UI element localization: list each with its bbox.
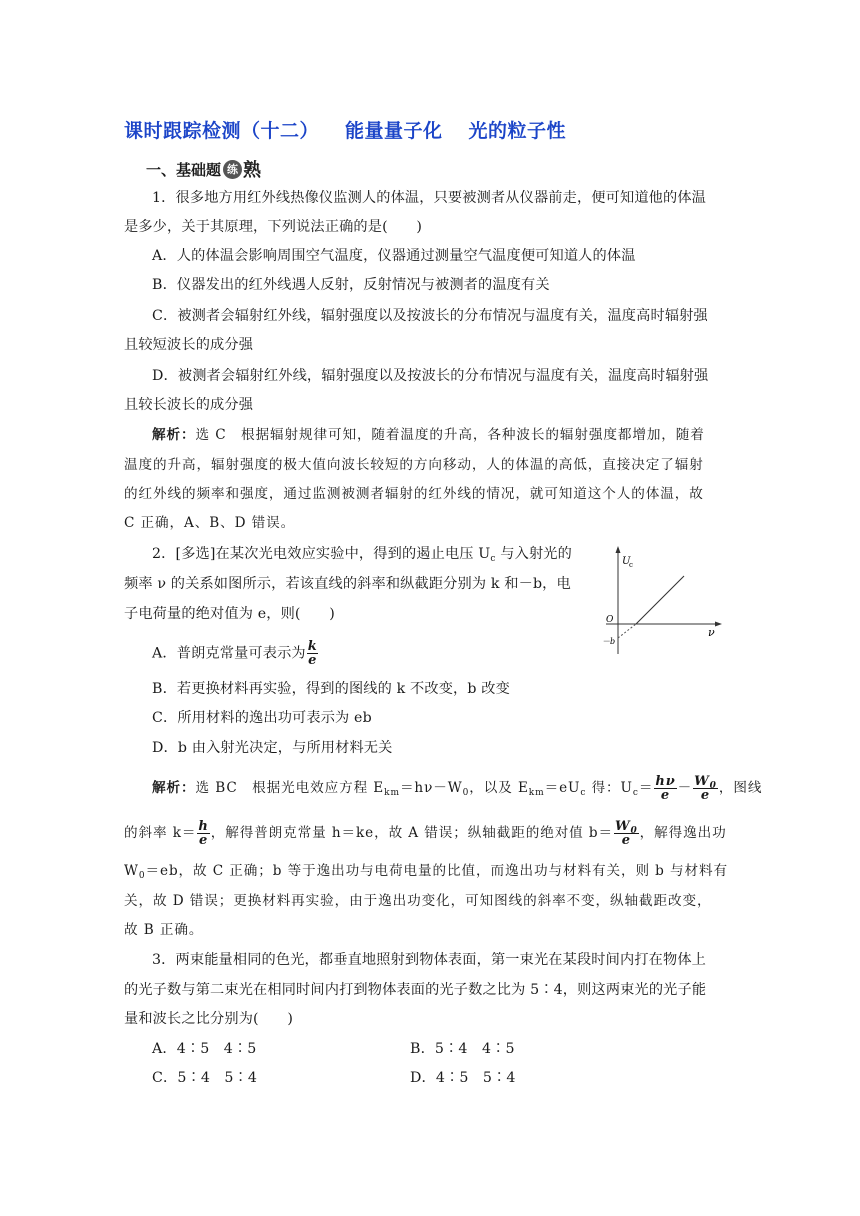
title-part1: 课时跟踪检测（十二） — [124, 120, 320, 142]
q2-sol-l2-seg1: 的斜率 k＝ — [124, 825, 197, 841]
q2-solution-label: 解析： — [152, 780, 196, 796]
section-label: 一、基础题 — [146, 160, 222, 179]
graph-origin-label: O — [606, 615, 614, 625]
page-title — [124, 116, 566, 143]
q2-stem-line1 — [152, 544, 572, 564]
q1-solution-line2: 温度的升高，辐射强度的极大值向波长较短的方向移动，人的体温的高低，直接决定了辐射 — [124, 457, 704, 473]
q2-solution-line5: 故 B 正确。 — [124, 922, 204, 938]
q2-solution-line1: 解析：选 BC 根据光电效应方程 $E_{km}=h\nu-W_0$，以及 $E_{km}=eU_c$ 得：$U_c=$ $\frac{h\nu}{e}$ － $\frac{W_0}{e}$ ，图线 — [152, 774, 763, 803]
q2-stem-line3: 子电荷量的绝对值为 e，则( ) — [124, 606, 335, 622]
q3-option-a: A．4∶5 4∶5 — [152, 1041, 257, 1057]
q2-stem-text: 2．[多选]在某次光电效应实验中，得到的遏止电压 U — [152, 546, 491, 562]
q3-option-c: C．5∶4 5∶4 — [152, 1070, 258, 1086]
q2-sol-seg2: ＝hν－W — [399, 780, 463, 796]
q1-option-c-line2: 且较短波长的成分强 — [124, 337, 254, 353]
q2-sol-seg4: ＝eU — [544, 780, 581, 796]
q2-option-d: D．b 由入射光决定，与所用材料无关 — [152, 740, 393, 756]
q2-sol-l3-text: ＝eb，故 C 正确；b 等于逸出功与电荷电量的比值，而逸出功与材料有关，则 b 与材料有 — [145, 863, 728, 879]
q1-stem-line1: 1．很多地方用红外线热像仪监测人的体温，只要被测者从仪器前走，便可知道他的体温 — [152, 190, 707, 206]
q2-option-a — [152, 640, 319, 667]
graph-solid-line — [636, 576, 684, 624]
q1-stem-line2: 是多少，关于其原理，下列说法正确的是( ) — [124, 219, 423, 235]
uc-vs-frequency-graph — [600, 544, 730, 668]
q2-solution-line4: 关，故 D 错误；更换材料再实验，由于逸出功变化，可知图线的斜率不变，纵轴截距改变， — [124, 893, 712, 909]
practice-badge-icon: 练 — [223, 160, 242, 179]
graph-x-arrow — [715, 622, 722, 627]
q3-option-d: D．4∶5 5∶4 — [410, 1070, 516, 1086]
fraction-k-over-e: $\frac{k}{e}$ — [307, 639, 317, 668]
q1-option-a: A．人的体温会影响周围空气温度，仪器通过测量空气温度便可知道人的体温 — [152, 248, 636, 264]
title-part2: 能量量子化 — [345, 120, 443, 142]
q1-solution-line3: 的红外线的频率和强度，通过监测被测者辐射的红外线的情况，就可知道这个人的体温，故 — [124, 486, 704, 502]
q2-option-a-text: A．普朗克常量可表示为 — [152, 645, 306, 662]
q2-sol-l2-seg3: ，解得逸出功 — [639, 825, 727, 841]
q2-solution-line2: 的斜率 k＝ $\frac{h}{e}$ ，解得普朗克常量 h＝ke，故 A 错误；纵轴截距的绝对值 b＝ $\frac{W_0}{e}$ ，解得逸出功 — [124, 819, 727, 848]
q3-stem-line2: 的光子数与第二束光在相同时间内打到物体表面的光子数之比为 5∶4，则这两束光的光子能 — [124, 982, 707, 998]
q1-solution-line1 — [152, 425, 705, 445]
graph-intercept-label: －b — [602, 637, 616, 646]
q2-sol-seg6: ，图线 — [718, 780, 763, 796]
q2-stem-line2: 频率 ν 的关系如图所示，若该直线的斜率和纵截距分别为 k 和－b，电 — [124, 576, 571, 592]
graph-dashed-extension — [618, 624, 636, 638]
q1-option-b: B．仪器发出的红外线遇人反射，反射情况与被测者的温度有关 — [152, 277, 550, 293]
q1-solution-label: 解析： — [152, 427, 196, 443]
graph-y-arrow — [616, 546, 621, 553]
q2-option-b: B．若更换材料再实验，得到的图线的 k 不改变，b 改变 — [152, 681, 510, 697]
q2-sol-seg3: ，以及 E — [469, 780, 529, 796]
q3-option-b: B．5∶4 4∶5 — [410, 1041, 515, 1057]
q2-sol-seg5: 得：U — [586, 780, 633, 796]
graph-y-label: U — [622, 556, 631, 567]
q2-option-c: C．所用材料的逸出功可表示为 eb — [152, 710, 372, 726]
q1-solution-text1: 选 C 根据辐射规律可知，随着温度的升高，各种波长的辐射强度都增加，随着 — [195, 427, 705, 443]
graph-y-label-sub: c — [629, 561, 633, 569]
q1-option-d-line2: 且较长波长的成分强 — [124, 397, 254, 413]
q1-option-c-line1: C．被测者会辐射红外线，辐射强度以及按波长的分布情况与温度有关，温度高时辐射强 — [152, 308, 708, 324]
q3-stem-line3: 量和波长之比分别为( ) — [124, 1011, 294, 1027]
q2-stem-sub: c — [490, 554, 496, 564]
q3-stem-line1: 3．两束能量相同的色光，都垂直地照射到物体表面，第一束光在某段时间内打在物体上 — [152, 952, 707, 968]
practice-badge-text: 熟 — [243, 160, 262, 181]
q2-sol-seg1: 选 BC 根据光电效应方程 E — [195, 780, 385, 796]
graph-x-label: ν — [708, 626, 715, 639]
q1-option-d-line1: D．被测者会辐射红外线，辐射强度以及按波长的分布情况与温度有关，温度高时辐射强 — [152, 368, 709, 384]
section-heading — [146, 156, 261, 182]
title-part3: 光的粒子性 — [468, 120, 567, 142]
q1-solution-line4: C 正确，A、B、D 错误。 — [124, 515, 296, 531]
q2-stem-tail: 与入射光的 — [495, 546, 572, 562]
q2-solution-line3: $W_0=eb$，故 C 正确；b 等于逸出功与电荷电量的比值，而逸出功与材料有关，则 b 与材料有 — [124, 863, 728, 881]
q2-sol-l2-seg2: ，解得普朗克常量 h＝ke，故 A 错误；纵轴截距的绝对值 b＝ — [210, 825, 613, 841]
